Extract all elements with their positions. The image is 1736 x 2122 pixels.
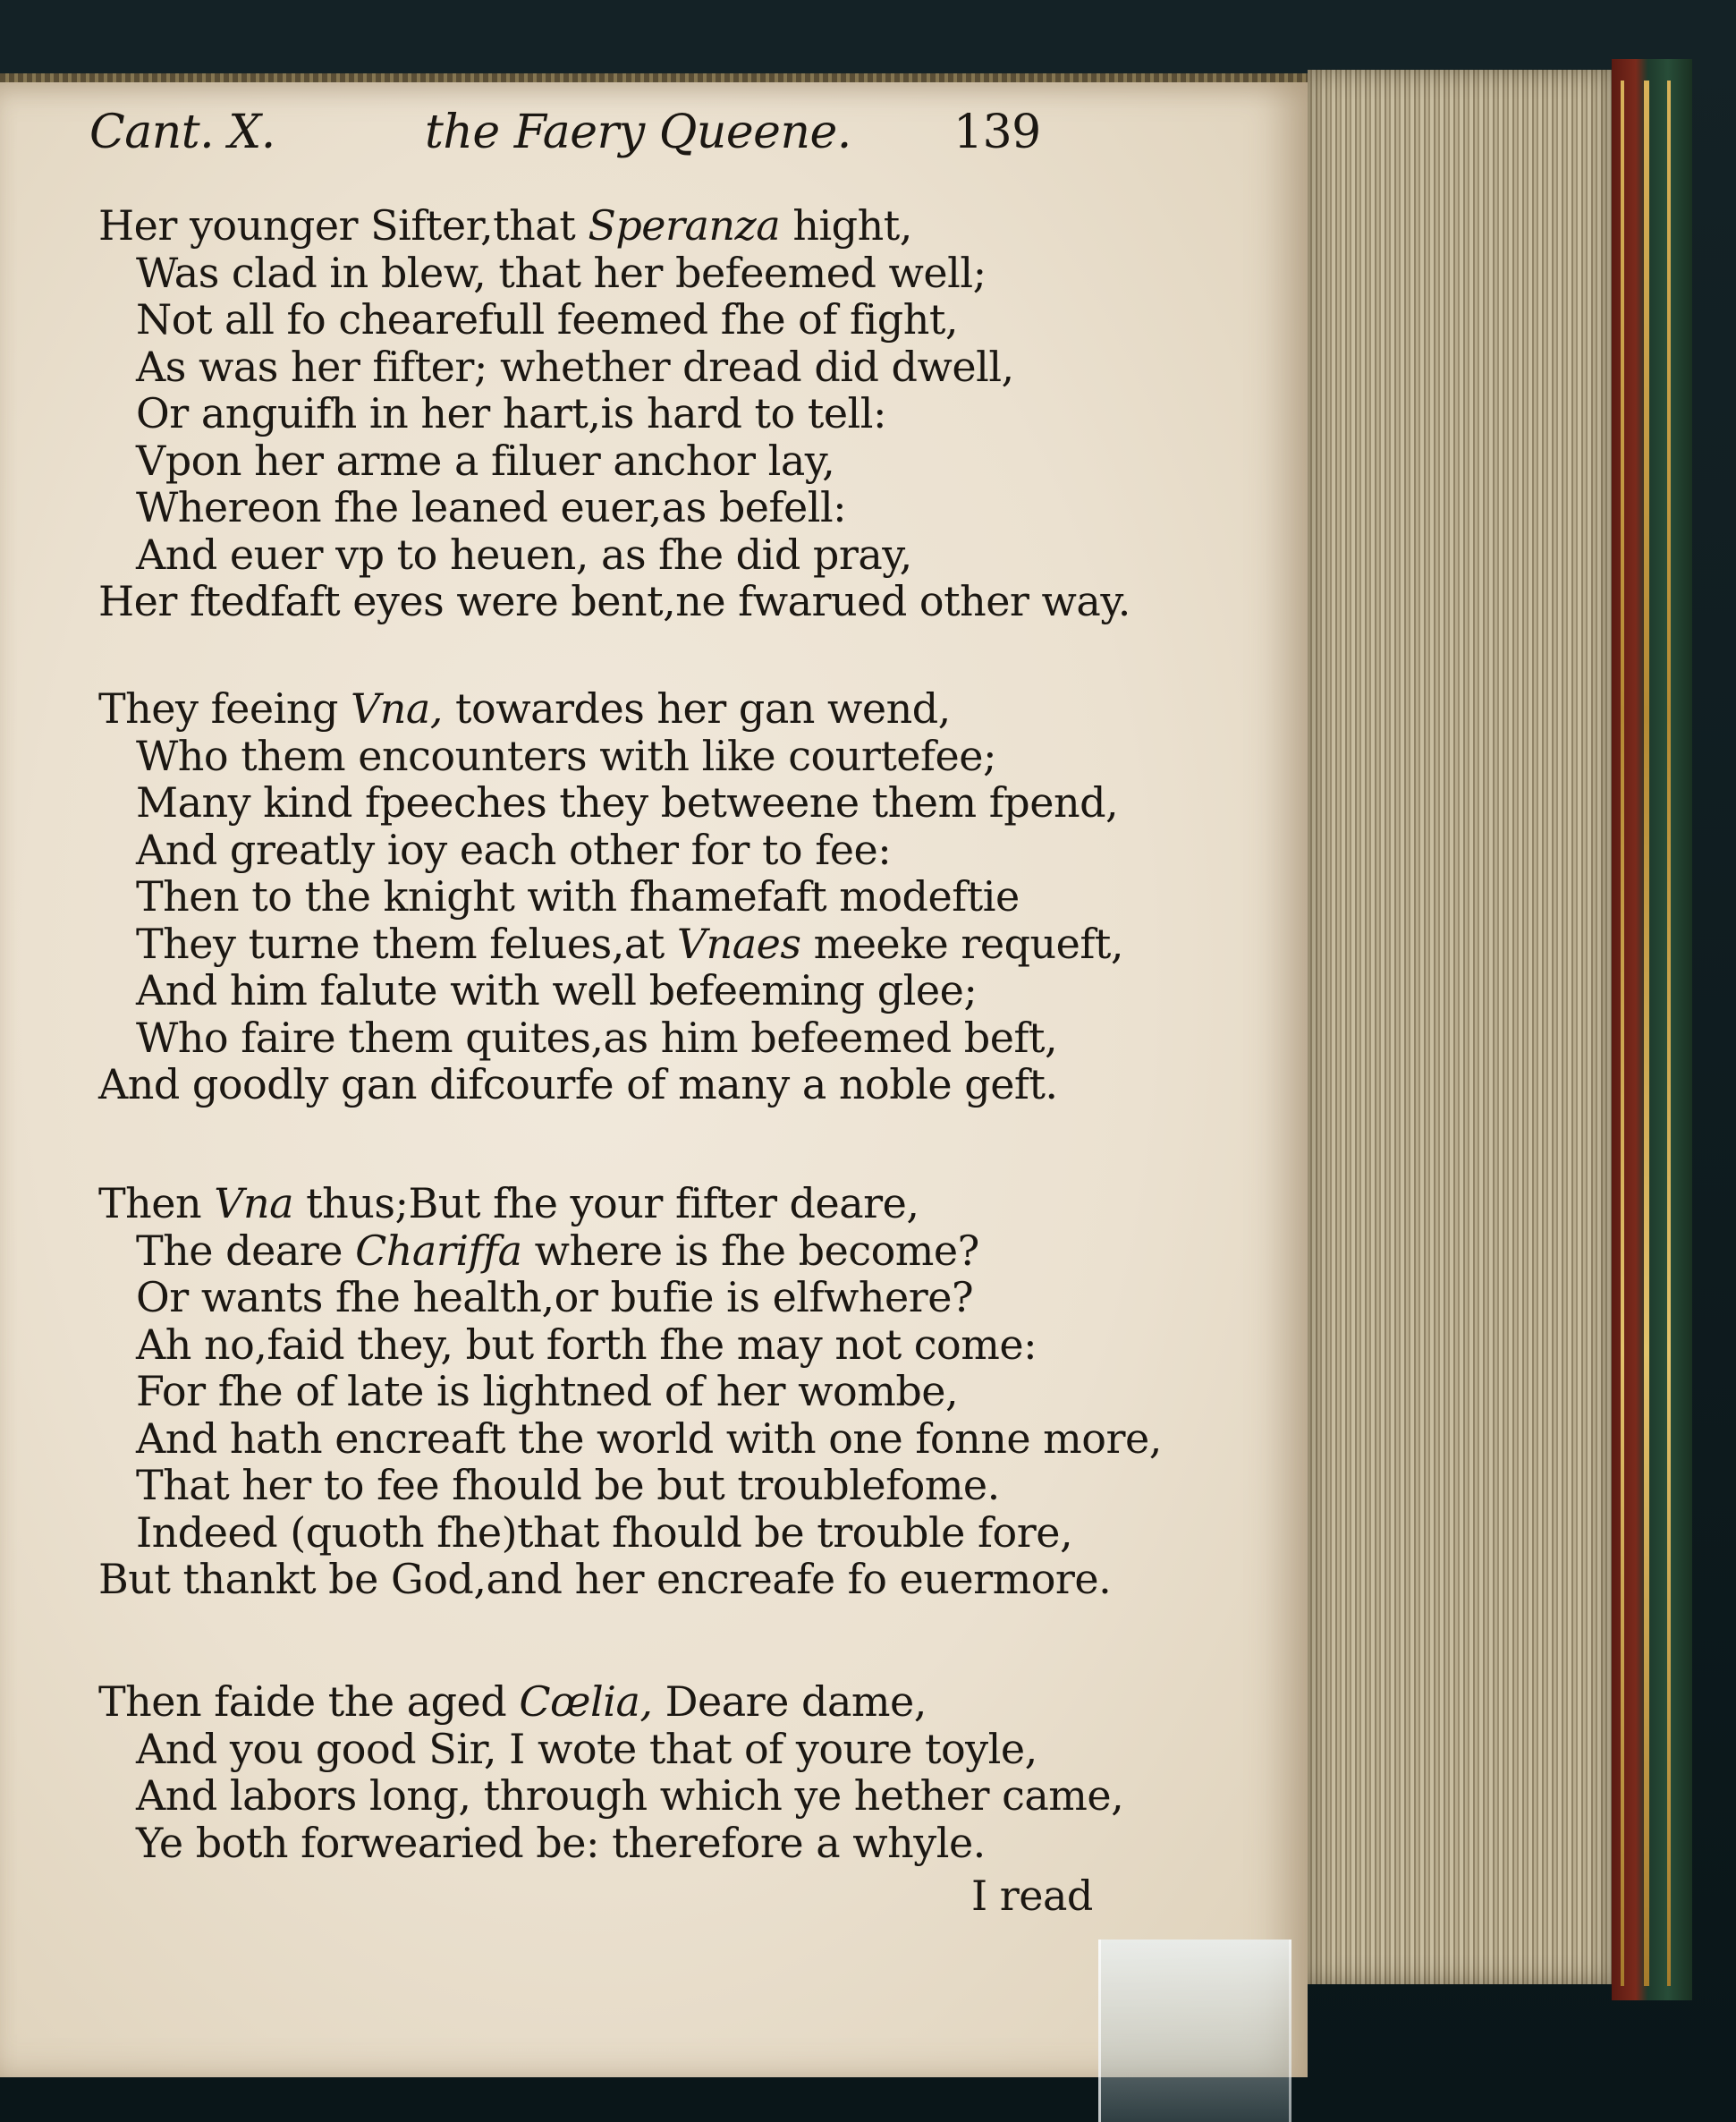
verse-text-italic: Vna: [214, 1179, 294, 1227]
verse-line: [136, 249, 987, 297]
running-title: the Faery Queene.: [425, 106, 851, 159]
verse-line: [136, 295, 958, 344]
verse-line: [98, 577, 1131, 625]
verse-line: [136, 1320, 1037, 1369]
verse-line: [136, 1819, 986, 1867]
verse-text-roman: Deare dame,: [652, 1677, 927, 1726]
verse-text-roman: Indeed (quoth fhe)that fhould be trouble fore,: [136, 1507, 1073, 1557]
verse-line: [136, 1273, 973, 1321]
verse-line: [136, 1367, 958, 1415]
gilt-border-line: [1644, 81, 1649, 1986]
verse-text-roman: Then: [98, 1179, 215, 1227]
verse-text-italic: Speranza: [588, 201, 781, 250]
canto-signature: Cant. X.: [89, 106, 275, 159]
book-fore-edge: [1308, 70, 1612, 1984]
verse-line: [98, 1677, 927, 1726]
verse-text-roman: Who faire them quites,as him befeemed beft,: [136, 1013, 1058, 1062]
page-number: 139: [953, 106, 1041, 159]
verse-text-roman: Then to the knight with fhamefaft modeftie: [136, 872, 1020, 921]
verse-text-roman: And labors long, through which ye hether came,: [136, 1771, 1124, 1820]
verse-text-roman: And greatly ioy each other for to fee:: [136, 825, 892, 874]
verse-text-roman: Many kind fpeeches they betweene them fpend,: [136, 778, 1119, 827]
gilt-border-line: [1667, 81, 1671, 1986]
verse-text-italic: Cœlia,: [519, 1677, 653, 1726]
verse-text-roman: thus;But fhe your fifter deare,: [293, 1179, 919, 1227]
verse-text-italic: Vna,: [351, 684, 443, 733]
verse-text-roman: But thankt be God,and her encreafe fo euermore.: [98, 1555, 1112, 1603]
verse-text-roman: Vpon her arme a filuer anchor lay,: [136, 436, 835, 485]
verse-line: [136, 1508, 1072, 1557]
verse-line: [136, 1014, 1057, 1062]
verse-text-roman: That her to fee fhould be but troublefome.: [136, 1461, 1000, 1509]
verse-text-roman: Her ftedfaft eyes were bent,ne fwarued other way.: [98, 577, 1131, 625]
verse-text-roman: Whereon fhe leaned euer,as befell:: [136, 483, 847, 531]
verse-text-roman: Or anguifh in her hart,is hard to tell:: [136, 389, 886, 437]
verse-line: [98, 1179, 919, 1227]
verse-text-roman: Ye both forwearied be: therefore a whyle.: [136, 1818, 986, 1867]
verse-line: [136, 1725, 1037, 1773]
verse-text-roman: And goodly gan difcourfe of many a noble geft.: [98, 1060, 1058, 1108]
verse-text-roman: And him falute with well befeeming glee;: [136, 966, 978, 1014]
verse-line: [136, 530, 912, 579]
verse-line: [136, 826, 891, 874]
verse-line: [136, 389, 886, 437]
verse-line: [136, 483, 846, 531]
verse-text-roman: where is fhe become?: [521, 1226, 979, 1275]
verse-text-roman: And euer vp to heuen, as fhe did pray,: [136, 530, 912, 579]
verse-line: [136, 343, 1014, 391]
verse-line: [136, 778, 1118, 827]
verse-text-roman: As was her fifter; whether dread did dwell,: [136, 342, 1014, 391]
verse-text-italic: Chariffa: [355, 1226, 522, 1275]
verse-text-roman: Who them encounters with like courtefee;: [136, 731, 996, 780]
verse-text-roman: The deare: [136, 1226, 356, 1275]
verse-text-roman: towardes her gan wend,: [442, 684, 951, 733]
verse-text-roman: meeke requeft,: [800, 919, 1124, 968]
verse-text-roman: Was clad in blew, that her befeemed well;: [136, 248, 987, 297]
verse-text-roman: For fhe of late is lightned of her wombe,: [136, 1367, 959, 1415]
verse-line: [136, 920, 1123, 968]
verse-line: [98, 1060, 1058, 1108]
verse-line: [98, 684, 951, 733]
verse-text-roman: They feeing: [98, 684, 351, 733]
verse-text-roman: Then faide the aged: [98, 1677, 520, 1726]
gilt-border-line: [1621, 81, 1624, 1986]
book-support-stand: [1098, 1940, 1291, 2122]
verse-text-roman: They turne them felues,at: [136, 919, 677, 968]
verse-line: [98, 1555, 1111, 1603]
verse-line: [136, 872, 1020, 921]
verse-text-roman: Her younger Sifter,that: [98, 201, 589, 250]
verse-text-italic: Vnaes: [676, 919, 801, 968]
verse-line: [136, 437, 834, 485]
verse-line: [98, 201, 912, 250]
verse-text-roman: Or wants fhe health,or bufie is elfwhere?: [136, 1273, 974, 1321]
verse-line: [136, 1227, 979, 1275]
verse-line: [136, 1461, 1000, 1509]
verse-line: [136, 1414, 1162, 1463]
verse-text-roman: And you good Sir, I wote that of youre toyle,: [136, 1724, 1037, 1773]
verse-text-roman: And hath encreaft the world with one fonne more,: [136, 1413, 1162, 1463]
catchword: I read: [971, 1872, 1093, 1920]
verse-text-roman: Not all fo chearefull feemed fhe of fight,: [136, 295, 958, 344]
verse-text-roman: hight,: [780, 201, 912, 250]
verse-text-roman: Ah no,faid they, but forth fhe may not come:: [136, 1320, 1037, 1369]
verse-line: [136, 966, 977, 1014]
verse-line: [136, 732, 996, 780]
verse-line: [136, 1771, 1123, 1820]
